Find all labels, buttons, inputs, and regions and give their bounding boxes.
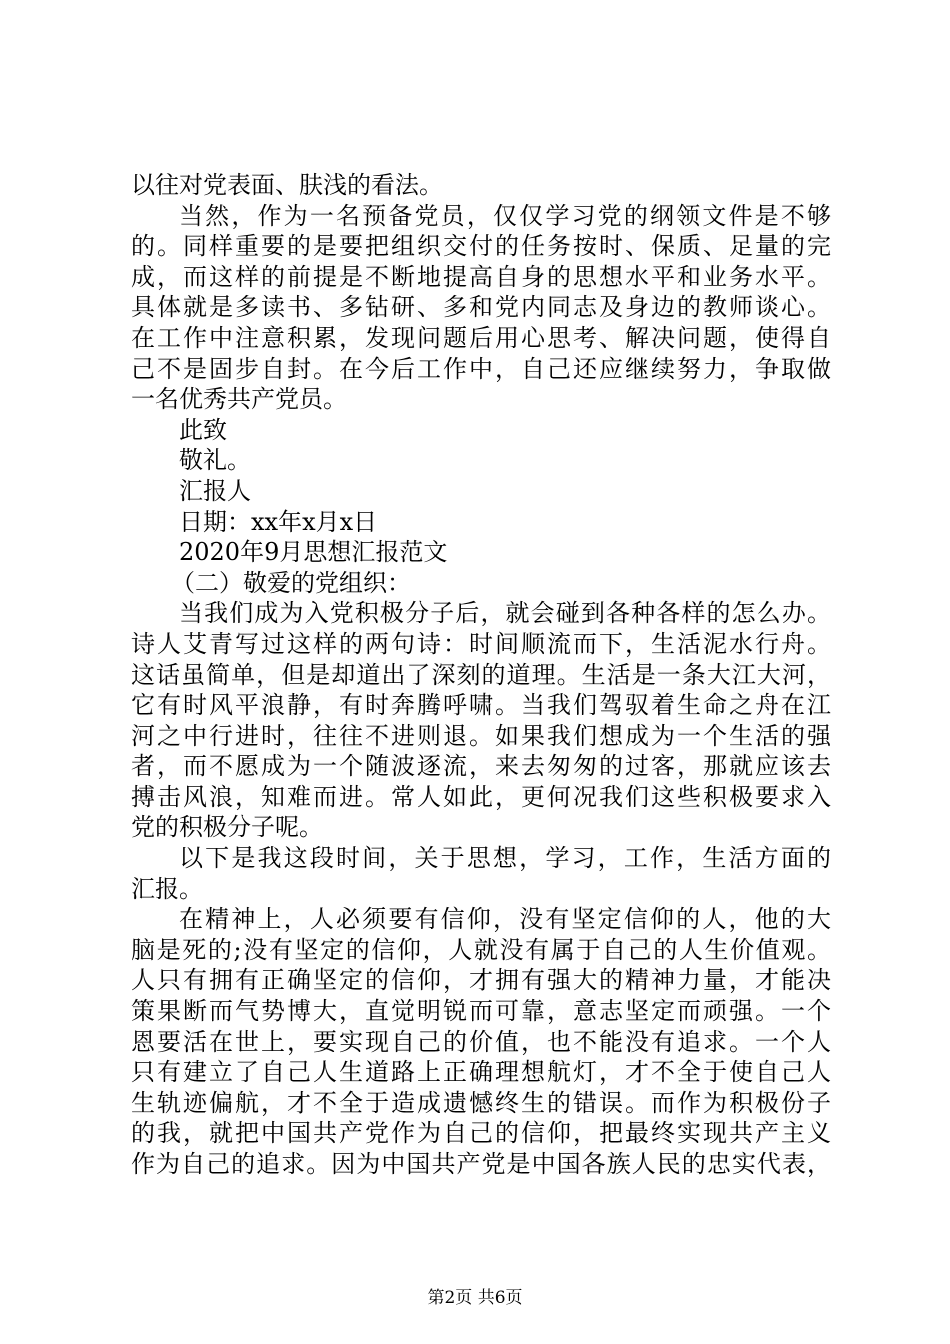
text-line: 汇报人 — [179, 476, 251, 505]
text-line: 一名优秀共产党员。 — [131, 385, 347, 414]
text-line: 2020年9月思想汇报范文 — [179, 538, 448, 567]
text-line: 以往对党表面、肤浅的看法。 — [131, 171, 443, 199]
text-line: 敬礼。 — [179, 446, 251, 475]
text-line: 以下是我这段时间，关于思想，学习，工作，生活方面的 — [179, 844, 831, 873]
text-line: 策果断而气势博大，直觉明锐而可靠，意志坚定而顽强。一个 — [131, 997, 831, 1026]
text-line: 的。同样重要的是要把组织交付的任务按时、保质、足量的完 — [131, 232, 831, 261]
text-line: 人只有拥有正确坚定的信仰，才拥有强大的精神力量，才能决 — [131, 966, 831, 995]
text-line: 生轨迹偏航，才不全于造成遗憾终生的错误。而作为积极份子 — [131, 1088, 831, 1117]
text-line: 日期：xx年x月x日 — [179, 507, 378, 536]
text-line: 具体就是多读书、多钻研、多和党内同志及身边的教师谈心。 — [131, 293, 831, 322]
page-footer: 第2页 共6页 — [427, 1288, 523, 1308]
text-line: 作为自己的追求。因为中国共产党是中国各族人民的忠实代表， — [131, 1150, 831, 1178]
text-line: 当然，作为一名预备党员，仅仅学习党的纲领文件是不够 — [179, 201, 831, 230]
text-line: 的我，就把中国共产党作为自己的信仰，把最终实现共产主义 — [131, 1119, 831, 1148]
text-line: 此致 — [179, 415, 227, 444]
document-body — [131, 170, 831, 1180]
text-line: 恩要活在世上，要实现自己的价值，也不能没有追求。一个人 — [131, 1027, 831, 1056]
text-line: 己不是固步自封。在今后工作中，自己还应继续努力，争取做 — [131, 354, 831, 383]
text-line: 者，而不愿成为一个随波逐流，来去匆匆的过客，那就应该去 — [131, 752, 831, 781]
text-line: 汇报。 — [131, 874, 203, 903]
text-line: 诗人艾青写过这样的两句诗：时间顺流而下，生活泥水行舟。 — [131, 629, 831, 658]
text-line: 成，而这样的前提是不断地提高自身的思想水平和业务水平。 — [131, 262, 831, 291]
text-line: 河之中行进时，往往不进则退。如果我们想成为一个生活的强 — [131, 721, 831, 750]
text-line: 只有建立了自己人生道路上正确理想航灯，才不全于使自己人 — [131, 1058, 831, 1087]
text-line: 在工作中注意积累，发现问题后用心思考、解决问题，使得自 — [131, 323, 831, 352]
text-line: 当我们成为入党积极分子后，就会碰到各种各样的怎么办。 — [179, 599, 831, 628]
text-line: （二）敬爱的党组织： — [171, 568, 411, 597]
text-line: 在精神上，人必须要有信仰，没有坚定信仰的人，他的大 — [179, 905, 831, 934]
text-line: 它有时风平浪静，有时奔腾呼啸。当我们驾驭着生命之舟在江 — [131, 691, 831, 720]
text-line: 搏击风浪，知难而进。常人如此，更何况我们这些积极要求入 — [131, 782, 831, 811]
text-line: 这话虽简单，但是却道出了深刻的道理。生活是一条大江大河， — [131, 660, 831, 689]
text-line: 党的积极分子呢。 — [131, 813, 323, 842]
text-line: 脑是死的;没有坚定的信仰，人就没有属于自己的人生价值观。 — [131, 935, 831, 964]
